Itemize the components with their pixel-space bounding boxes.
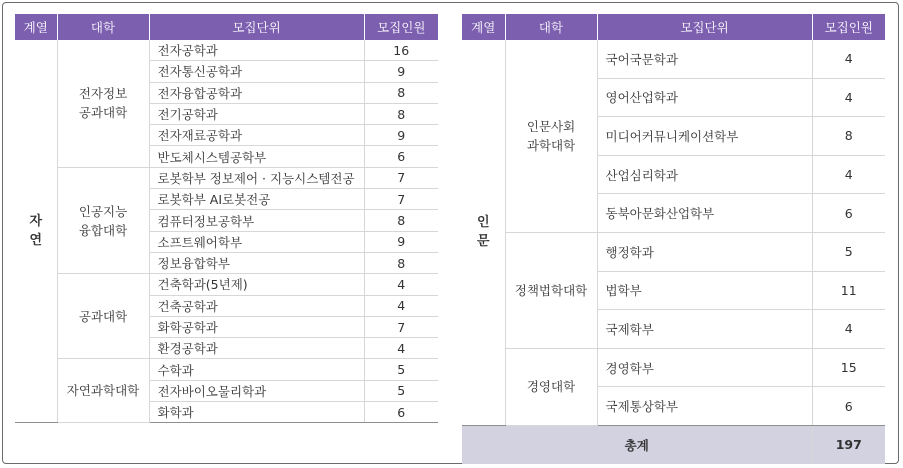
header-gye: 계열 — [15, 14, 57, 40]
unit-cell: 동북아문화산업학부 — [597, 194, 812, 233]
unit-cell: 전자공학과 — [149, 40, 364, 61]
table-row — [462, 40, 885, 78]
unit-cell: 건축학과(5년제) — [149, 274, 364, 295]
count-cell: 6 — [812, 194, 885, 233]
header-count: 모집인원 — [812, 14, 885, 40]
group-char: 문 — [476, 234, 490, 250]
unit-cell: 건축공학과 — [149, 295, 364, 316]
unit-cell: 수학과 — [149, 359, 364, 380]
header-univ: 대학 — [505, 14, 597, 40]
count-cell: 4 — [812, 310, 885, 349]
header-row — [15, 14, 438, 40]
count-cell: 8 — [364, 210, 438, 231]
college-name-line: 인문사회 — [526, 118, 576, 134]
count-cell: 11 — [812, 271, 885, 310]
unit-cell: 전자재료공학과 — [149, 125, 364, 146]
table-row — [15, 167, 438, 188]
college-name-line: 과학대학 — [526, 137, 576, 153]
count-cell: 9 — [364, 61, 438, 82]
group-char: 연 — [29, 233, 43, 249]
count-cell: 7 — [364, 167, 438, 188]
unit-cell: 로봇학부 정보제어 · 지능시스템전공 — [149, 167, 364, 188]
college-name-line: 융합대학 — [78, 222, 128, 238]
unit-cell: 국제학부 — [597, 310, 812, 349]
unit-cell: 산업심리학과 — [597, 155, 812, 194]
header-unit: 모집단위 — [597, 14, 812, 40]
count-cell: 7 — [364, 316, 438, 337]
unit-cell: 미디어커뮤니케이션학부 — [597, 117, 812, 156]
count-cell: 8 — [364, 252, 438, 273]
count-cell: 15 — [812, 348, 885, 387]
admission-table-right — [462, 14, 885, 464]
unit-cell: 화학공학과 — [149, 316, 364, 337]
count-cell: 9 — [364, 231, 438, 252]
group-char: 자 — [29, 214, 43, 230]
count-cell: 8 — [364, 103, 438, 124]
count-cell: 7 — [364, 189, 438, 210]
count-cell: 5 — [812, 232, 885, 271]
table-row — [462, 232, 885, 271]
header-row — [462, 14, 885, 40]
unit-cell: 로봇학부 AI로봇전공 — [149, 189, 364, 210]
college-name-line: 경영대학 — [526, 379, 576, 395]
total-value: 197 — [812, 425, 885, 463]
unit-cell: 화학과 — [149, 402, 364, 423]
college-name-line: 공과대학 — [78, 105, 128, 121]
group-cell — [15, 40, 57, 423]
count-cell: 9 — [364, 125, 438, 146]
unit-cell: 법학부 — [597, 271, 812, 310]
unit-cell: 환경공학과 — [149, 338, 364, 359]
count-cell: 4 — [812, 155, 885, 194]
table-row — [462, 348, 885, 387]
college-name-line: 공과대학 — [78, 308, 128, 324]
college-name-line: 전자정보 — [78, 86, 128, 102]
college-cell — [57, 167, 149, 273]
table-row — [15, 40, 438, 61]
count-cell: 6 — [364, 146, 438, 167]
college-name-line: 인공지능 — [78, 203, 128, 219]
header-gye: 계열 — [462, 14, 505, 40]
count-cell: 4 — [364, 274, 438, 295]
unit-cell: 전자바이오물리학과 — [149, 380, 364, 401]
total-label: 총계 — [462, 425, 812, 463]
unit-cell: 행정학과 — [597, 232, 812, 271]
unit-cell: 국어국문학과 — [597, 40, 812, 78]
total-row — [462, 425, 885, 463]
count-cell: 6 — [812, 387, 885, 426]
unit-cell: 전자통신공학과 — [149, 61, 364, 82]
count-cell: 4 — [364, 295, 438, 316]
count-cell: 4 — [812, 40, 885, 78]
college-cell — [57, 359, 149, 423]
count-cell: 8 — [812, 117, 885, 156]
table-row — [15, 359, 438, 380]
college-name-line: 정책법학대학 — [514, 282, 588, 298]
count-cell: 5 — [364, 359, 438, 380]
college-cell — [57, 40, 149, 167]
header-count: 모집인원 — [364, 14, 438, 40]
count-cell: 8 — [364, 82, 438, 103]
count-cell: 4 — [364, 338, 438, 359]
college-cell — [57, 274, 149, 359]
count-cell: 4 — [812, 78, 885, 117]
header-unit: 모집단위 — [149, 14, 364, 40]
unit-cell: 전기공학과 — [149, 103, 364, 124]
unit-cell: 전자융합공학과 — [149, 82, 364, 103]
group-char: 인 — [476, 215, 490, 231]
college-cell — [505, 348, 597, 425]
unit-cell: 반도체시스템공학부 — [149, 146, 364, 167]
count-cell: 5 — [364, 380, 438, 401]
unit-cell: 영어산업학과 — [597, 78, 812, 117]
count-cell: 16 — [364, 40, 438, 61]
unit-cell: 소프트웨어학부 — [149, 231, 364, 252]
group-cell — [462, 40, 505, 425]
unit-cell: 경영학부 — [597, 348, 812, 387]
college-name-line: 자연과학대학 — [66, 383, 140, 399]
unit-cell: 국제통상학부 — [597, 387, 812, 426]
admission-table-left — [15, 14, 438, 423]
count-cell: 6 — [364, 402, 438, 423]
college-cell — [505, 40, 597, 232]
table-row — [15, 274, 438, 295]
college-cell — [505, 232, 597, 348]
header-univ: 대학 — [57, 14, 149, 40]
unit-cell: 컴퓨터정보공학부 — [149, 210, 364, 231]
unit-cell: 정보융합학부 — [149, 252, 364, 273]
